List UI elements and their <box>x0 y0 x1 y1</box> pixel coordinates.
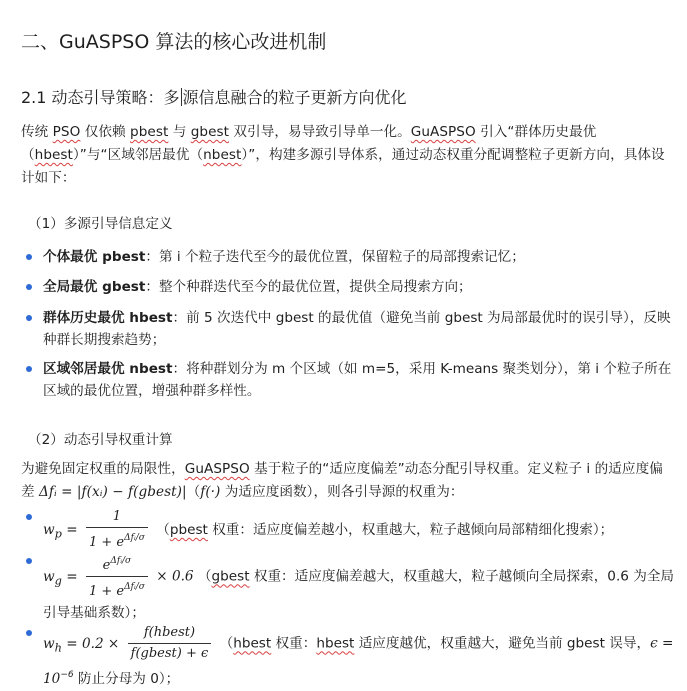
bullet-dot-icon <box>26 284 32 290</box>
bullet-dot-icon <box>26 315 32 321</box>
term-gbest: gbest <box>211 568 250 585</box>
formula-wp-desc: 权重：适应度偏差越小，权重越大，粒子越倾向局部精细化搜索）； <box>207 522 614 538</box>
bullet-desc: ：前 5 次迭代中 gbest 的最优值（避免当前 gbest 为局部最优时的误引导），反映种群长期搜索趋势； <box>43 310 671 348</box>
term-hbest: hbest <box>34 147 73 163</box>
math-f: f(·) <box>200 484 221 500</box>
bullet-dot-icon <box>26 254 32 260</box>
term-pbest: pbest <box>130 124 169 140</box>
formula-wh-fraction: $\frac{\text{f(hbest)}}{\text{f(gbest) + ϵ}}$ <box>128 624 212 663</box>
math-delta-f: Δfᵢ = |f(xᵢ) − f(gbest)| <box>39 484 187 500</box>
term-hbest: hbest <box>316 635 355 652</box>
bullet-dot-icon <box>26 558 32 564</box>
bullet-term: 区域邻居最优 nbest <box>43 361 173 377</box>
term-nbest: nbest <box>203 147 242 163</box>
term-pbest: pbest <box>169 522 208 538</box>
formula-wp-lhs: $w_p$ = <box>43 522 78 541</box>
formula-wp-fraction: $\frac{1}{1 + e^{\Delta fᵢ/\sigma}}$ <box>86 508 148 552</box>
bullet-term: 全局最优 gbest <box>43 279 146 295</box>
bullet-dot-icon <box>26 630 32 636</box>
formula-wg-lhs: $w_g$ = <box>43 568 78 588</box>
formula-wg-desc: 权重：适应度偏差越大，权重越大，粒子越倾向全局探索，0.6 为全局引导基础系数）； <box>43 568 675 621</box>
math-epsilon: ϵ = 10 <box>43 635 674 687</box>
formula-wh-lhs: $w_h = 0.2$ × <box>43 635 120 655</box>
subsection-title-part1: 2.1 动态引导策略：多 <box>21 88 180 107</box>
bullet-desc: ：第 i 个粒子迭代至今的最优位置，保留粒子的局部搜索记忆； <box>145 249 525 265</box>
term-pso: PSO <box>52 124 81 140</box>
bullet-term: 群体历史最优 hbest <box>43 310 173 326</box>
formula-wg-fraction: $\frac{e^{\Delta fᵢ/\sigma}}{1 + e^{\Delta fᵢ/\sigma}}$ <box>86 552 148 601</box>
text-caret <box>181 88 182 106</box>
subsection-title-part2: 源信息融合的粒子更新方向优化 <box>182 88 407 107</box>
heading-sub2: （2）动态引导权重计算 <box>28 432 173 448</box>
formula-wh-desc: 适应度越优，权重越大，避免当前 gbest 误导， <box>354 635 651 652</box>
weight-paragraph: 为避免固定权重的局限性，GuASPSO 基于粒子的“适应度偏差”动态分配引导权重。定义粒子 i 的适应度偏差 Δfᵢ = |f(xᵢ) − f(gbest)|（f(·) 为适应度函数），则各引导源的权重为： <box>21 461 663 500</box>
bullet-desc: ：整个种群迭代至今的最优位置，提供全局搜索方向； <box>145 279 472 295</box>
term-guaspso: GuASPSO <box>410 124 476 140</box>
bullet-term: 个体最优 pbest <box>43 249 146 265</box>
term-guaspso: GuASPSO <box>184 461 250 477</box>
bullet-dot-icon <box>26 514 32 520</box>
intro-paragraph: 传统 PSO 仅依赖 pbest 与 gbest 双引导，易导致引导单一化。GuASPSO 引入“群体历史最优（hbest）”与“区域邻居最优（nbest）”，构建多源引导体系，通过动态权重分配调整粒子更新方向，具体设计如下： <box>21 124 665 186</box>
subsection-title <box>21 85 407 108</box>
section-title: 二、GuASPSO 算法的核心改进机制 <box>21 31 327 53</box>
heading-sub1: （1）多源引导信息定义 <box>28 216 173 232</box>
bullet-desc: ：将种群划分为 m 个区域（如 m=5，采用 K-means 聚类划分），第 i 个粒子所在区域的最优位置，增强种群多样性。 <box>43 361 672 399</box>
bullet-dot-icon <box>26 366 32 372</box>
term-hbest: hbest <box>233 635 272 652</box>
term-gbest: gbest <box>190 124 230 140</box>
